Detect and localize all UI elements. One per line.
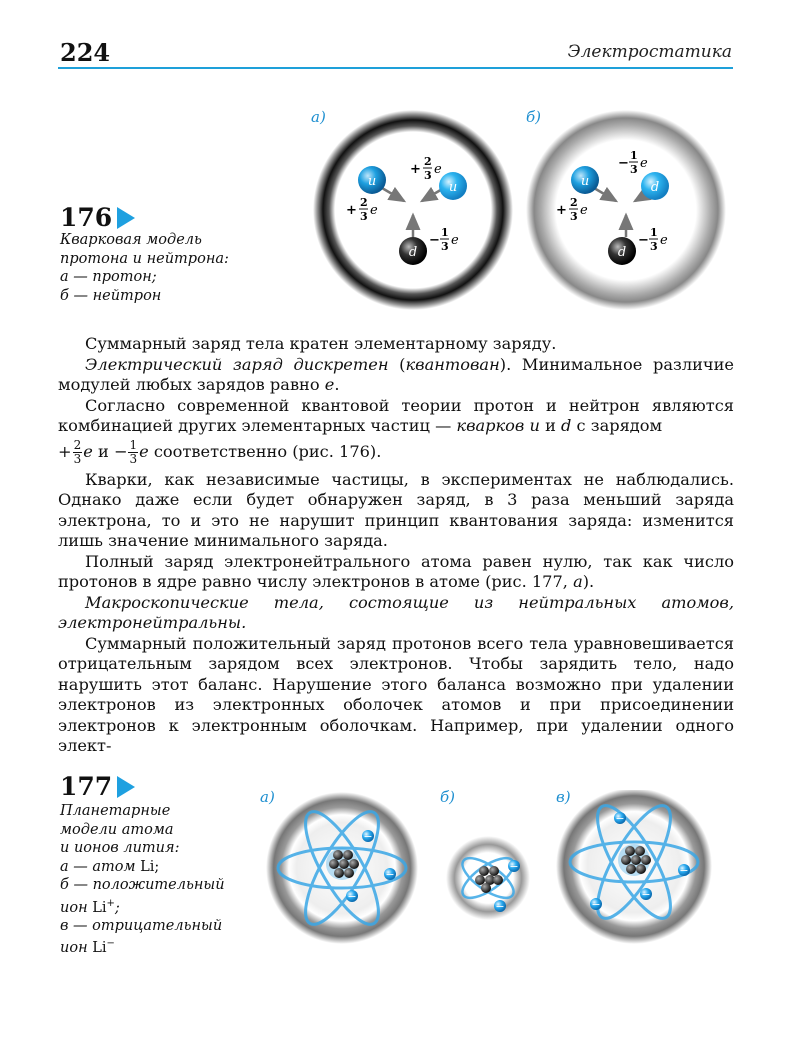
electron: [494, 900, 506, 913]
svg-text:−: −: [679, 864, 689, 877]
figure-177-atom-models: [262, 790, 732, 950]
caption-line: ион Li−: [60, 938, 115, 957]
svg-text:+: +: [556, 203, 567, 218]
figure-176-caption: [60, 231, 229, 305]
svg-text:1: 1: [441, 226, 449, 239]
svg-text:u: u: [367, 174, 377, 189]
svg-text:3: 3: [441, 240, 449, 253]
svg-text:e: e: [640, 156, 648, 171]
electron: [362, 830, 374, 843]
section-title: Электростатика: [567, 42, 732, 62]
figure-177-caption: [60, 802, 225, 958]
svg-text:−: −: [509, 860, 519, 873]
svg-text:−: −: [495, 900, 505, 913]
caption-line: и ионов лития:: [60, 840, 180, 856]
svg-text:+: +: [346, 203, 357, 218]
svg-text:−: −: [385, 868, 395, 881]
svg-text:u: u: [580, 174, 590, 189]
lithium-negative-ion: [556, 790, 712, 944]
figure-176-label-b: б): [526, 108, 542, 126]
electron: [346, 890, 358, 903]
electron: [614, 812, 626, 825]
paragraph: Макроскопические тела, состоящие из нейтральных атомов, электронейтральны.: [58, 592, 734, 632]
caption-line: а — протон;: [60, 269, 157, 285]
caption-line: Кварковая модель: [60, 232, 202, 248]
figure-176-number: 176: [60, 203, 135, 232]
electron: [508, 860, 520, 873]
svg-text:−: −: [638, 233, 649, 248]
caption-line: а — атом Li;: [60, 858, 160, 875]
svg-text:2: 2: [360, 196, 368, 209]
figure-177-label-b: б): [440, 788, 456, 806]
svg-text:e: e: [580, 203, 588, 218]
svg-text:3: 3: [650, 240, 658, 253]
paragraph: Суммарный заряд тела кратен элементарному заряду.: [85, 334, 557, 353]
svg-text:3: 3: [630, 163, 638, 176]
svg-text:e: e: [434, 162, 442, 177]
paragraph: + $\frac{2}{3}$ e и − $\frac{1}{3}$ e соответственно (рис. 176).: [58, 437, 382, 466]
svg-text:e: e: [370, 203, 378, 218]
svg-text:3: 3: [360, 210, 368, 223]
figure-177-label-a: а): [260, 788, 275, 806]
svg-text:−: −: [347, 890, 357, 903]
svg-text:1: 1: [650, 226, 658, 239]
figure-176-label-a: а): [311, 108, 326, 126]
electron: [678, 864, 690, 877]
header-rule: [58, 67, 733, 69]
caption-line: б — нейтрон: [60, 287, 162, 304]
electron: [640, 888, 652, 901]
figure-177-label-c: в): [556, 788, 571, 806]
svg-text:d: d: [617, 245, 627, 260]
svg-text:−: −: [429, 233, 440, 248]
paragraph: Суммарный положительный заряд протонов всего тела уравновешивается отрицательным зарядом всех электронов. Чтобы зарядить тело, надо нарушить этот баланс. Нарушение этого баланса возможно при удалении электронов из электронных оболочек атомов и при присоединении электронов к электронным оболочкам. Например, при удалении одного элект-: [58, 633, 734, 755]
caption-line: протона и нейтрона:: [60, 250, 229, 267]
svg-text:u: u: [448, 180, 458, 195]
figure-marker-icon: [117, 207, 135, 229]
svg-text:3: 3: [424, 169, 432, 182]
svg-text:1: 1: [630, 149, 638, 162]
figure-marker-icon: [117, 776, 135, 798]
caption-line: ион Li+;: [60, 897, 120, 916]
svg-text:2: 2: [570, 196, 578, 209]
svg-text:d: d: [408, 245, 418, 260]
svg-text:d: d: [650, 180, 660, 195]
electron: [384, 868, 396, 881]
caption-line: б — положительный: [60, 877, 225, 893]
svg-text:−: −: [641, 888, 651, 901]
paragraph: Согласно современной квантовой теории протон и нейтрон являются комбинацией других элементарных частиц — кварков u и d с зарядом: [58, 395, 734, 435]
caption-line: Планетарные: [60, 803, 171, 819]
caption-line: модели атома: [60, 821, 174, 838]
svg-text:e: e: [660, 233, 668, 248]
proton-shell: [313, 110, 513, 310]
caption-line: в — отрицательный: [60, 917, 223, 934]
paragraph: Кварки, как независимые частицы, в экспериментах не наблюдались. Однако даже если будет обнаружен заряд, в 3 раза меньший заряда электрона, то и это не нарушит принцип квантования заряда: изменится лишь значение минимального заряда.: [58, 469, 734, 550]
page-number: 224: [60, 38, 111, 67]
svg-text:e: e: [451, 233, 459, 248]
lithium-atom: [266, 792, 418, 944]
figure-177-number: 177: [60, 772, 135, 801]
svg-text:−: −: [618, 156, 629, 171]
svg-text:−: −: [591, 898, 601, 911]
svg-text:2: 2: [424, 155, 432, 168]
body-text-block: [58, 334, 734, 757]
svg-text:+: +: [410, 162, 421, 177]
electron: [590, 898, 602, 911]
svg-text:−: −: [363, 830, 373, 843]
lithium-positive-ion: [446, 836, 530, 920]
figure-176-quark-models: [310, 110, 730, 310]
paragraph: Полный заряд электронейтрального атома равен нулю, так как число протонов в ядре равно числу электронов в атоме (рис. 177, а).: [58, 551, 734, 591]
paragraph: Электрический заряд дискретен (квантован). Минимальное различие модулей любых зарядов равно e.: [58, 354, 734, 394]
svg-text:−: −: [615, 812, 625, 825]
svg-text:3: 3: [570, 210, 578, 223]
